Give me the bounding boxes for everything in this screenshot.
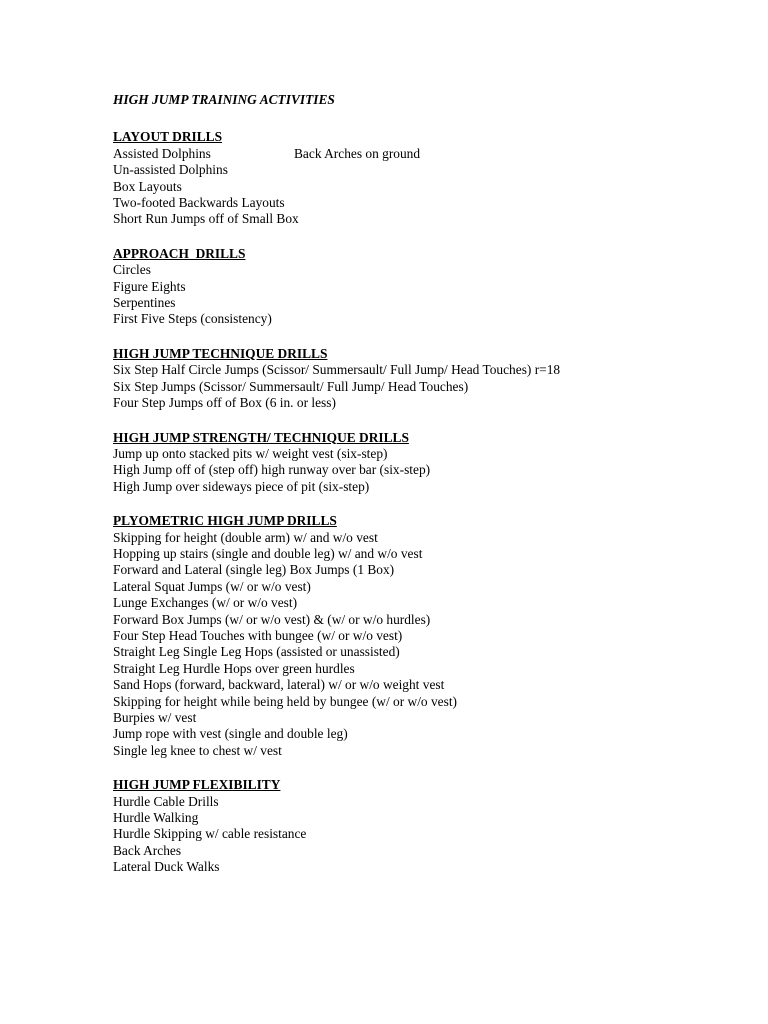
section-heading: PLYOMETRIC HIGH JUMP DRILLS [113,513,337,529]
list-item: Hurdle Skipping w/ cable resistance [113,826,307,842]
list-item: Skipping for height while being held by bungee (w/ or w/o vest) [113,693,458,709]
section-layout-drills [113,129,733,227]
list-item: Serpentines [113,295,176,311]
list-item: Forward Box Jumps (w/ or w/o vest) & (w/ or w/o hurdles) [113,611,431,627]
list-item: Lunge Exchanges (w/ or w/o vest) [113,595,298,611]
list-item: Sand Hops (forward, backward, lateral) w/ or w/o weight vest [113,677,445,693]
list-item: Six Step Half Circle Jumps (Scissor/ Summersault/ Full Jump/ Head Touches) r=18 [113,362,561,378]
document-page [113,92,733,894]
list-item: Forward and Lateral (single leg) Box Jumps (1 Box) [113,562,395,578]
section-strength-technique-drills [113,430,733,496]
list-item: Hurdle Cable Drills [113,793,219,809]
list-item: Hurdle Walking [113,810,199,826]
section-heading: HIGH JUMP TECHNIQUE DRILLS [113,345,328,361]
section-approach-drills [113,246,733,328]
section-heading: HIGH JUMP STRENGTH/ TECHNIQUE DRILLS [113,429,409,445]
list-item: Jump rope with vest (single and double leg) [113,726,348,742]
list-item: Burpies w/ vest [113,710,197,725]
list-item: Hopping up stairs (single and double leg) w/ and w/o vest [113,545,423,561]
section-technique-drills [113,346,733,412]
list-item: Un-assisted Dolphins [113,162,228,178]
list-item: High Jump over sideways piece of pit (six-step) [113,478,370,494]
list-item: Skipping for height (double arm) w/ and w/o vest [113,529,378,545]
section-heading: LAYOUT DRILLS [113,129,223,145]
list-item: High Jump off of (step off) high runway over bar (six-step) [113,462,431,478]
list-item: Four Step Head Touches with bungee (w/ or w/o vest) [113,627,403,643]
list-item: Circles [113,262,151,278]
list-item: Figure Eights [113,278,186,294]
list-item: Jump up onto stacked pits w/ weight vest (six-step) [113,445,388,461]
section-heading: HIGH JUMP FLEXIBILITY [113,777,281,793]
list-item [113,146,733,162]
section-flexibility [113,777,733,875]
section-heading: APPROACH DRILLS [113,245,246,261]
list-item: Back Arches [113,842,182,858]
list-item: Box Layouts [113,178,182,194]
list-item: Single leg knee to chest w/ vest [113,742,282,758]
list-item: Lateral Squat Jumps (w/ or w/o vest) [113,578,311,594]
list-item: Lateral Duck Walks [113,859,220,875]
list-item: Straight Leg Single Leg Hops (assisted or unassisted) [113,644,400,660]
list-item: Four Step Jumps off of Box (6 in. or less) [113,395,336,411]
section-plyometric-drills [113,513,733,759]
list-item: First Five Steps (consistency) [113,311,272,327]
item-text: Assisted Dolphins [113,145,211,161]
list-item: Six Step Jumps (Scissor/ Summersault/ Full Jump/ Head Touches) [113,378,469,394]
side-item: Back Arches on ground [294,145,421,161]
list-item: Short Run Jumps off of Small Box [113,211,299,227]
list-item: Straight Leg Hurdle Hops over green hurdles [113,660,355,676]
list-item: Two-footed Backwards Layouts [113,195,285,211]
document-title: HIGH JUMP TRAINING ACTIVITIES [113,92,335,107]
